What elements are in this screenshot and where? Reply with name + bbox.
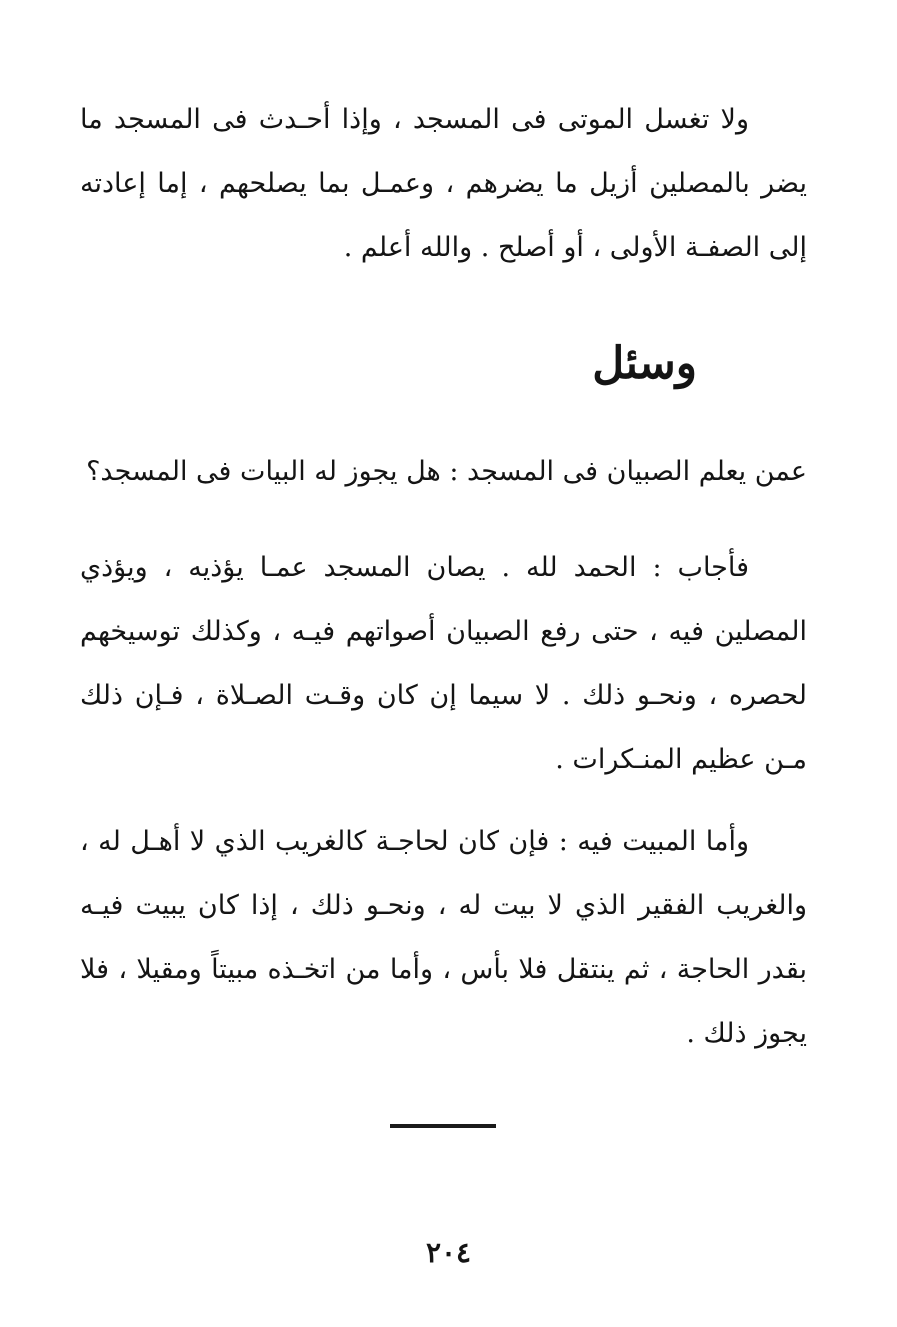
page-number: ٢٠٤	[425, 1236, 472, 1269]
staying-paragraph: وأما المبيت فيه : فإن كان لحاجـة كالغريب الذي لا أهـل له ، والغريب الفقير الذي لا بيت له ، ونحـو ذلك ، إذا كان يبيت فيـه بقدر الحاجة ، ثم ينتقل فلا بأس ، وأما من اتخـذه مبيتاً ومقيلا ، فلا يجوز ذلك .	[80, 826, 807, 1049]
section-divider	[390, 1124, 496, 1128]
paragraph-washing-dead: ولا تغسل الموتى فى المسجد ، وإذا أحـدث فى المسجد ما يضر بالمصلين أزيل ما يضرهم ، وعمـل بما يصلحهم ، إما إعادته إلى الصفـة الأولى ، أو أصلح . والله أعلم .	[80, 104, 807, 263]
answer-paragraph: فأجاب : الحمد لله . يصان المسجد عمـا يؤذيه ، ويؤذي المصلين فيه ، حتى رفع الصبيان أصواتهم فيـه ، وكذلك توسيخهم لحصره ، ونحـو ذلك . لا سيما إن كان وقـت الصـلاة ، فـإن ذلك مـن عظيم المنـكرات .	[80, 552, 807, 775]
section-heading: وسئل	[592, 338, 697, 389]
question-paragraph: عمن يعلم الصبيان فى المسجد : هل يجوز له البيات فى المسجد؟	[86, 456, 807, 487]
